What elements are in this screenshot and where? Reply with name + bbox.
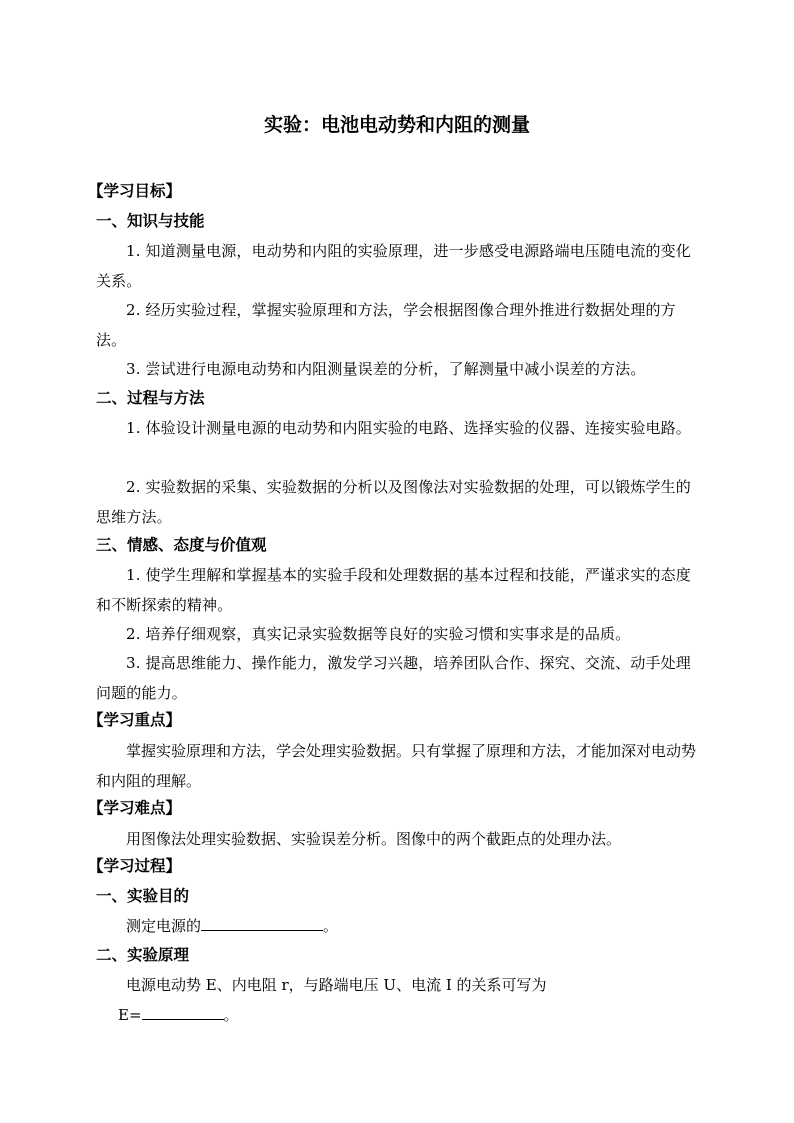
purpose-line: [96, 911, 732, 941]
section-header-goals: 【学习目标】: [88, 182, 182, 200]
goal-item: 1. 体验设计测量电源的电动势和内阻实验的电路、选择实验的仪器、连接实验电路。: [126, 419, 691, 437]
formula-prefix: E=: [118, 1006, 142, 1024]
goal-item: 2. 实验数据的采集、实验数据的分析以及图像法对实验数据的处理，可以锻炼学生的思维方法。: [96, 478, 691, 526]
subheading-process-method: 二、过程与方法: [96, 389, 205, 407]
goal-item: 2. 经历实验过程，掌握实验原理和方法，学会根据图像合理外推进行数据处理的方法。: [96, 301, 676, 349]
subheading-attitude-values: 三、情感、态度与价值观: [96, 536, 267, 554]
key-points-text: 掌握实验原理和方法，学会处理实验数据。只有掌握了原理和方法，才能加深对电动势和内阻的理解。: [96, 742, 697, 790]
goal-item: 3. 提高思维能力、操作能力，激发学习兴趣，培养团队合作、探究、交流、动手处理问题的能力。: [96, 654, 691, 702]
subheading-principle: 二、实验原理: [96, 946, 190, 964]
subheading-purpose: 一、实验目的: [96, 887, 190, 905]
subheading-knowledge-skills: 一、知识与技能: [96, 212, 205, 230]
formula-line: [96, 1000, 724, 1030]
purpose-end: 。: [323, 917, 339, 935]
goal-item: 1. 知道测量电源，电动势和内阻的实验原理，进一步感受电源路端电压随电流的变化关系。: [96, 242, 691, 290]
section-header-difficulties: 【学习难点】: [88, 799, 182, 817]
section-header-key-points: 【学习重点】: [88, 711, 182, 729]
document-title: 实验：电池电动势和内阻的测量: [263, 114, 530, 136]
goal-item: 2. 培养仔细观察，真实记录实验数据等良好的实验习惯和实事求是的品质。: [126, 625, 631, 643]
section-header-process: 【学习过程】: [88, 857, 182, 875]
goal-item: 1. 使学生理解和掌握基本的实验手段和处理数据的基本过程和技能，严谨求实的态度和不断探索的精神。: [96, 566, 691, 614]
purpose-text: 测定电源的: [126, 917, 202, 935]
fill-blank[interactable]: [201, 914, 323, 931]
goal-item: 3. 尝试进行电源电动势和内阻测量误差的分析，了解测量中减小误差的方法。: [126, 360, 646, 378]
difficulties-text: 用图像法处理实验数据、实验误差分析。图像中的两个截距点的处理办法。: [126, 830, 622, 848]
principle-text: 电源电动势 E、内电阻 r，与路端电压 U、电流 I 的关系可写为: [126, 976, 547, 994]
fill-blank[interactable]: [142, 1003, 224, 1020]
formula-end: 。: [223, 1006, 239, 1024]
